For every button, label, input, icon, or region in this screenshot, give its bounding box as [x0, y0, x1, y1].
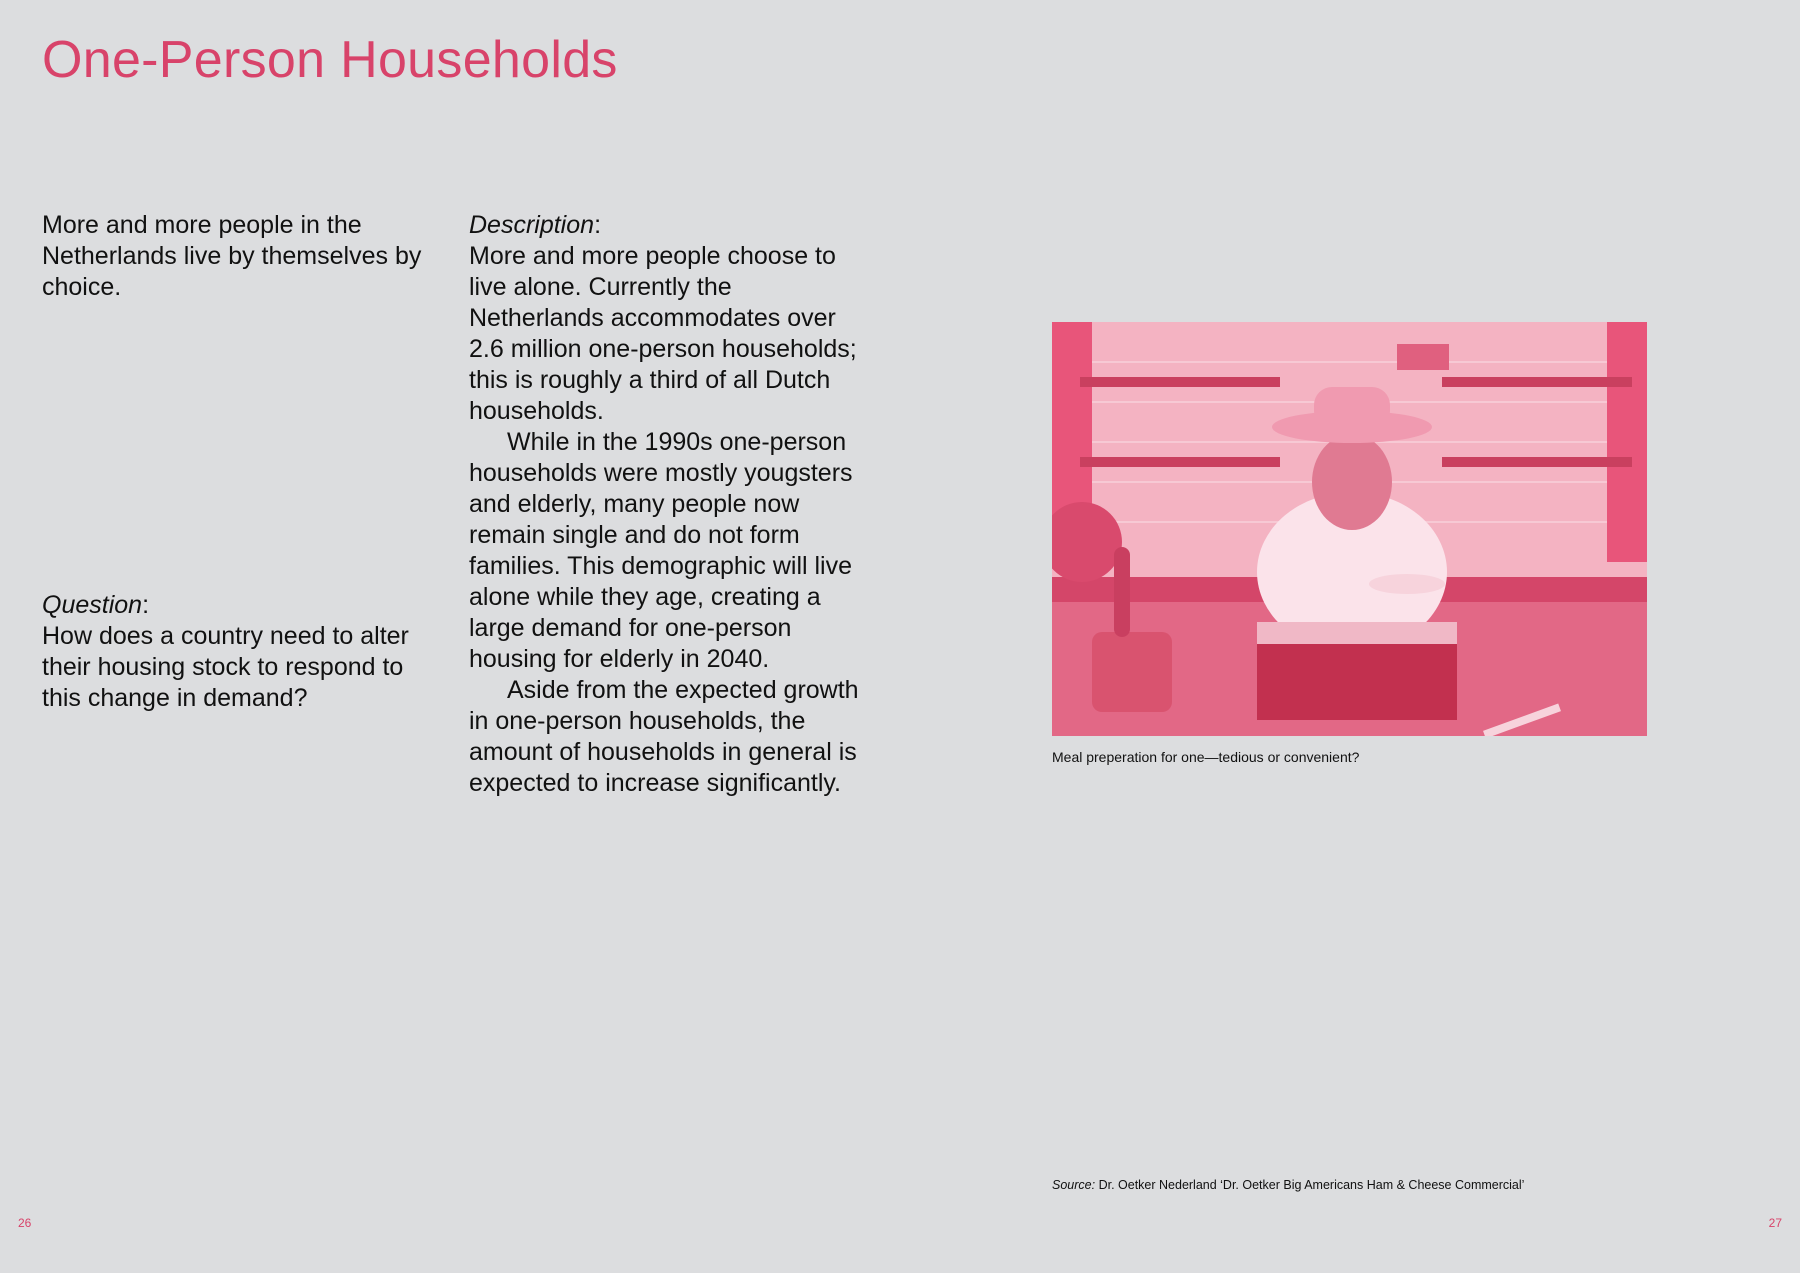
description-label: Description	[469, 211, 595, 239]
question-colon: :	[142, 591, 150, 619]
source-text: Dr. Oetker Nederland ‘Dr. Oetker Big Americans Ham & Cheese Commercial’	[1098, 1178, 1525, 1192]
page-title: One-Person Households	[42, 31, 618, 89]
page-number-left: 26	[18, 1216, 32, 1230]
source-note	[1052, 1178, 1524, 1192]
figure-caption: Meal preperation for one—tedious or convenient?	[1052, 749, 1360, 765]
page-number-right: 27	[1768, 1216, 1782, 1230]
description-colon: :	[594, 211, 602, 239]
description-block	[469, 210, 869, 799]
description-paragraph-3: Aside from the expected growth in one-person households, the amount of households in general is expected to increase significantly.	[469, 676, 859, 797]
description-paragraph-2: While in the 1990s one-person households were mostly yougsters and elderly, many people now remain single and do not form families. This demographic will live alone while they age, creating a large demand for one-person housing for elderly in 2040.	[469, 428, 853, 673]
intro-text: More and more people in the Netherlands live by themselves by choice.	[42, 211, 422, 301]
source-label: Source:	[1052, 1178, 1096, 1192]
description-paragraph-1: More and more people choose to live alone. Currently the Netherlands accommodates over 2.6 million one-person households; this is roughly a third of all Dutch households.	[469, 242, 857, 425]
kitchen-scene-illustration	[1052, 322, 1647, 736]
question-label: Question	[42, 591, 143, 619]
question-block	[42, 590, 422, 714]
commercial-still-image	[1052, 322, 1647, 736]
question-text: How does a country need to alter their housing stock to respond to this change in demand?	[42, 622, 409, 712]
